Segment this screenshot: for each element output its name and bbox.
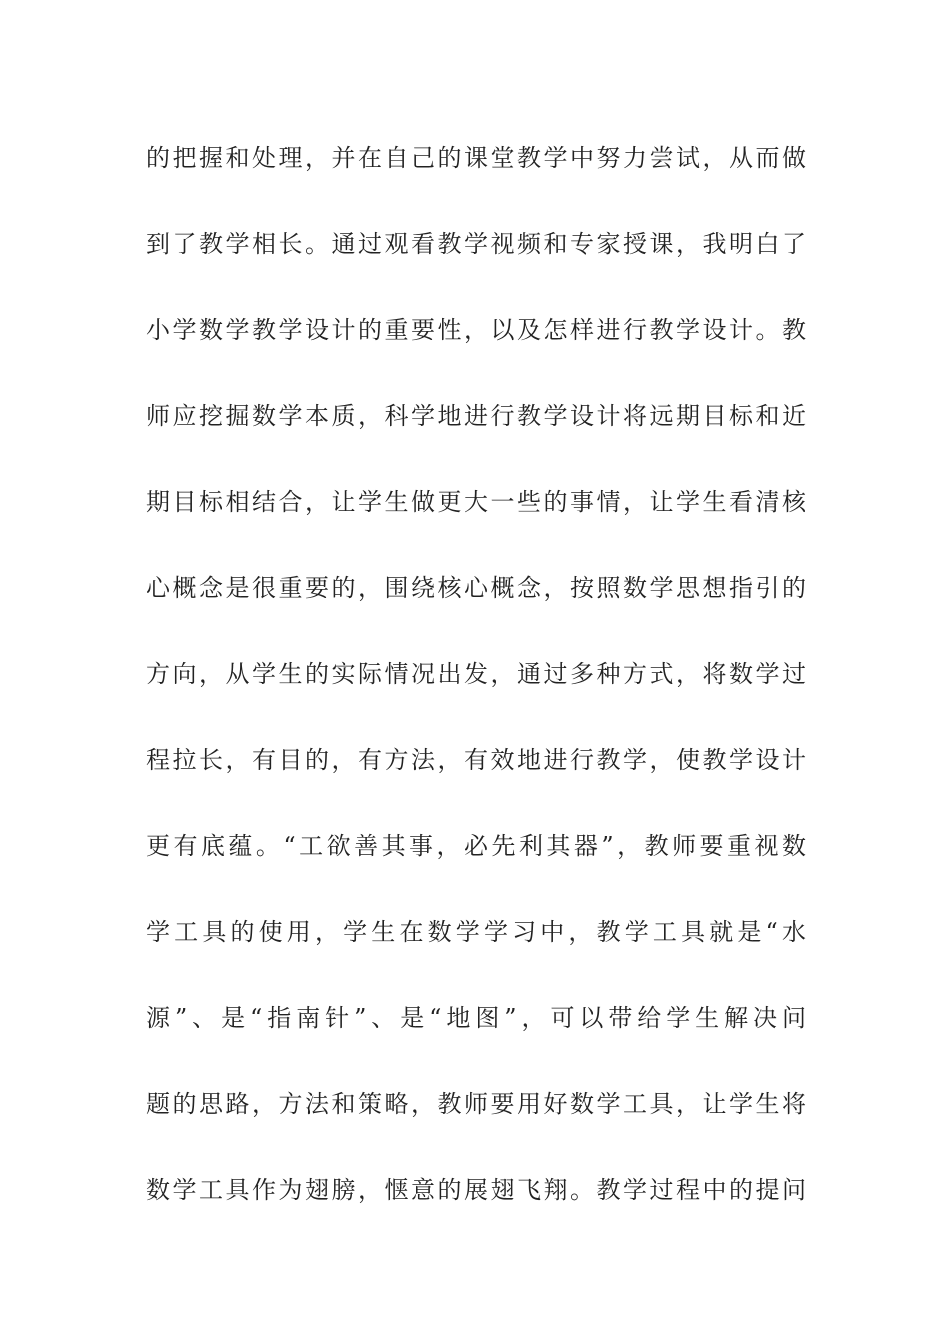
- text-line: 更有底蕴。“工欲善其事，必先利其器”，教师要重视数: [146, 832, 806, 860]
- body-paragraph: [146, 136, 806, 1254]
- text-line: 到了教学相长。通过观看教学视频和专家授课，我明白了: [146, 230, 806, 258]
- text-line: 程拉长，有目的，有方法，有效地进行教学，使教学设计: [146, 746, 806, 774]
- text-line: 数学工具作为翅膀，惬意的展翅飞翔。教学过程中的提问: [146, 1176, 806, 1204]
- text-line: 源”、是“指南针”、是“地图”，可以带给学生解决问: [146, 1004, 806, 1032]
- text-line: 师应挖掘数学本质，科学地进行教学设计将远期目标和近: [146, 402, 806, 430]
- text-line: 小学数学教学设计的重要性，以及怎样进行教学设计。教: [146, 316, 806, 344]
- text-line: 学工具的使用，学生在数学学习中，教学工具就是“水: [146, 918, 806, 946]
- text-line: 的把握和处理，并在自己的课堂教学中努力尝试，从而做: [146, 144, 806, 172]
- text-line: 方向，从学生的实际情况出发，通过多种方式，将数学过: [146, 660, 806, 688]
- text-line: 题的思路，方法和策略，教师要用好数学工具，让学生将: [146, 1090, 806, 1118]
- text-line: 心概念是很重要的，围绕核心概念，按照数学思想指引的: [146, 574, 806, 602]
- text-line: 期目标相结合，让学生做更大一些的事情，让学生看清核: [146, 488, 806, 516]
